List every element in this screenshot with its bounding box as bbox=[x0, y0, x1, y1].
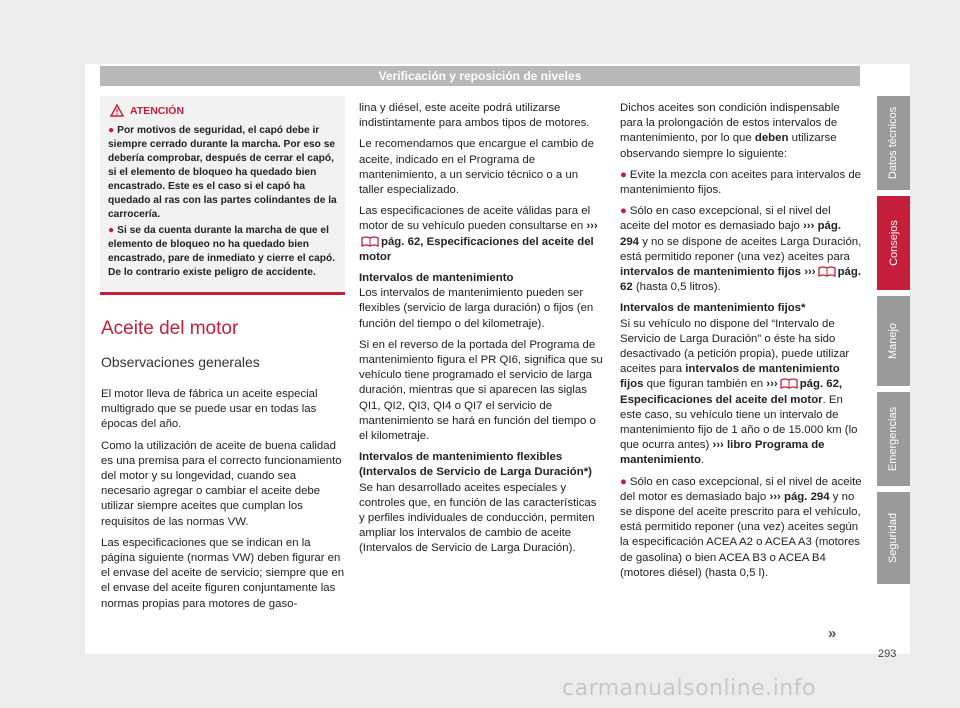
warning-item: ● Si se da cuenta durante la marcha de que el elemento de bloqueo no ha quedado bien encastrado, pare de inmediato y cierre el capó. De lo contrario existe peligro de accidente. bbox=[108, 225, 336, 278]
column-3 bbox=[620, 101, 862, 587]
bullet-icon: ● bbox=[620, 205, 627, 218]
cross-reference-link[interactable]: ››› pág. 62, Especificaciones del aceite del motor bbox=[620, 378, 843, 406]
tab-consejos[interactable]: Consejos bbox=[877, 196, 910, 290]
cross-reference-link[interactable]: ››› pág. 294 bbox=[620, 220, 841, 248]
tab-datos-tecnicos[interactable]: Datos técnicos bbox=[877, 96, 910, 190]
paragraph: lina y diésel, este aceite podrá utilizarse indistintamente para ambos tipos de motores. bbox=[359, 102, 590, 130]
bullet-icon: ● bbox=[620, 168, 627, 181]
bullet-item: ● Sólo en caso excepcional, si el nivel de aceite del motor es demasiado bajo ››› pág. 294 y no se dispone del aceite prescrito para el vehículo, está permitido reponer (una vez) aceites según la especificación ACEA A2 o ACEA A3 (motores de gasolina) o bien ACEA B3 o ACEA B4 (motores diésel) (hasta 0,5 l). bbox=[620, 475, 862, 579]
warning-box bbox=[100, 96, 345, 295]
paragraph: Las especificaciones de aceite válidas para el motor de su vehículo pueden consultarse en ›››pág. 62, Especificaciones del aceite del motor bbox=[359, 205, 598, 263]
paragraph: Se han desarrollado aceites especiales y controles que, en función de las características y perfiles individuales de conducción, permiten ampliar los intervalos de cambio de aceite (Intervalos de Servicio de Larga Duración). bbox=[359, 481, 597, 555]
cross-reference-link[interactable]: ›››pág. 62, Especificaciones del aceite del motor bbox=[359, 220, 598, 263]
column-1 bbox=[101, 387, 345, 618]
paragraph: El motor lleva de fábrica un aceite especial multigrado que se puede usar en todas las épocas del año. bbox=[101, 388, 318, 431]
bullet-icon: ● bbox=[620, 475, 627, 488]
paragraph: Dichos aceites son condición indispensable para la prolongación de estos intervalos de mantenimiento, por lo que deben utilizarse observando siempre lo siguiente: bbox=[620, 102, 840, 160]
warning-triangle-icon bbox=[110, 104, 124, 117]
book-icon bbox=[361, 235, 379, 247]
cross-reference-link[interactable]: ››› libro Programa de mantenimiento bbox=[620, 439, 825, 467]
book-icon bbox=[780, 377, 798, 389]
bullet-icon: ● bbox=[108, 125, 115, 136]
subheading: Intervalos de mantenimiento bbox=[359, 272, 514, 285]
section-title: Aceite del motor bbox=[101, 318, 239, 339]
subheading: Intervalos de mantenimiento flexibles (Intervalos de Servicio de Larga Duración*) bbox=[359, 451, 592, 479]
bullet-icon: ● bbox=[108, 225, 115, 236]
warning-title: ATENCIÓN bbox=[130, 105, 185, 117]
section-subtitle: Observaciones generales bbox=[101, 354, 260, 370]
paragraph: Le recomendamos que encargue el cambio de aceite, indicado en el Programa de mantenimiento, a un servicio técnico o a un taller especializado. bbox=[359, 138, 594, 197]
warning-item: ● Por motivos de seguridad, el capó debe ir siempre cerrado durante la marcha. Por eso se debería comprobar, después de cerrar el capó, si el elemento de bloqueo ha quedado bien encastrado. Este es el caso si el capó ha quedado al ras con las partes colindantes de la carrocería. bbox=[108, 125, 337, 220]
watermark: carmanualsonline.info bbox=[562, 676, 816, 701]
warning-heading bbox=[112, 105, 184, 117]
bullet-item: ● Sólo en caso excepcional, si el nivel del aceite del motor es demasiado bajo ››› pág. 294 y no se dispone de aceites Larga Duración, está permitido reponer (una vez) aceites para intervalos de mantenimiento fijos ››› pág. 62 (hasta 0,5 litros). bbox=[620, 205, 862, 294]
cross-reference-link[interactable]: ››› pág. 62 bbox=[620, 266, 862, 294]
paragraph: Las especificaciones que se indican en la página siguiente (normas VW) deben figurar en el envase del aceite de servicio; siempre que en el envase del aceite figuren conjuntamente las normas propias para motores de gaso- bbox=[101, 536, 345, 610]
page-number: 293 bbox=[878, 648, 897, 660]
warning-list bbox=[108, 124, 340, 280]
cross-reference-link[interactable]: ››› pág. 294 bbox=[769, 490, 830, 503]
bullet-item: ● Evite la mezcla con aceites para intervalos de mantenimiento fijos. bbox=[620, 168, 861, 197]
page-header: Verificación y reposición de niveles bbox=[100, 66, 860, 86]
continue-arrow-icon: » bbox=[828, 625, 837, 642]
book-icon bbox=[818, 265, 836, 277]
column-2 bbox=[359, 101, 603, 563]
tab-manejo[interactable]: Manejo bbox=[877, 296, 910, 386]
paragraph: Como la utilización de aceite de buena calidad es una premisa para el correcto funcionamiento del motor y su longevidad, cuando sea necesario agregar o cambiar el aceite debe utilizar siempre aceites que cumplan los requisitos de las normas VW. bbox=[101, 439, 342, 528]
tab-emergencias[interactable]: Emergencias bbox=[877, 392, 910, 486]
subheading: Intervalos de mantenimiento fijos* bbox=[620, 302, 806, 315]
paragraph: Si en el reverso de la portada del Programa de mantenimiento figura el PR QI6, significa que su vehículo tiene programado el servicio de larga duración, mientras que si aparecen las siglas QI1, QI2, QI3, QI4 o QI7 el servicio de mantenimiento se hará en función del tiempo o el kilometraje. bbox=[359, 338, 603, 443]
paragraph: Los intervalos de mantenimiento pueden ser flexibles (servicio de larga duración) o fijos (en función del tiempo o del kilometraje). bbox=[359, 287, 594, 330]
tab-seguridad[interactable]: Seguridad bbox=[877, 492, 910, 584]
paragraph: Si su vehículo no dispone del “Intervalo de Servicio de Larga Duración” o éste ha sido desactivado (a petición propia), puede utilizar aceites para intervalos de mantenimiento fijos que figuran también en ››› pág. 62, Especificaciones del aceite del motor. En este caso, su vehículo tiene un intervalo de mantenimiento fijo de 1 año o de 15.000 km (lo que ocurra antes) ››› libro Programa de mantenimiento. bbox=[620, 317, 858, 467]
